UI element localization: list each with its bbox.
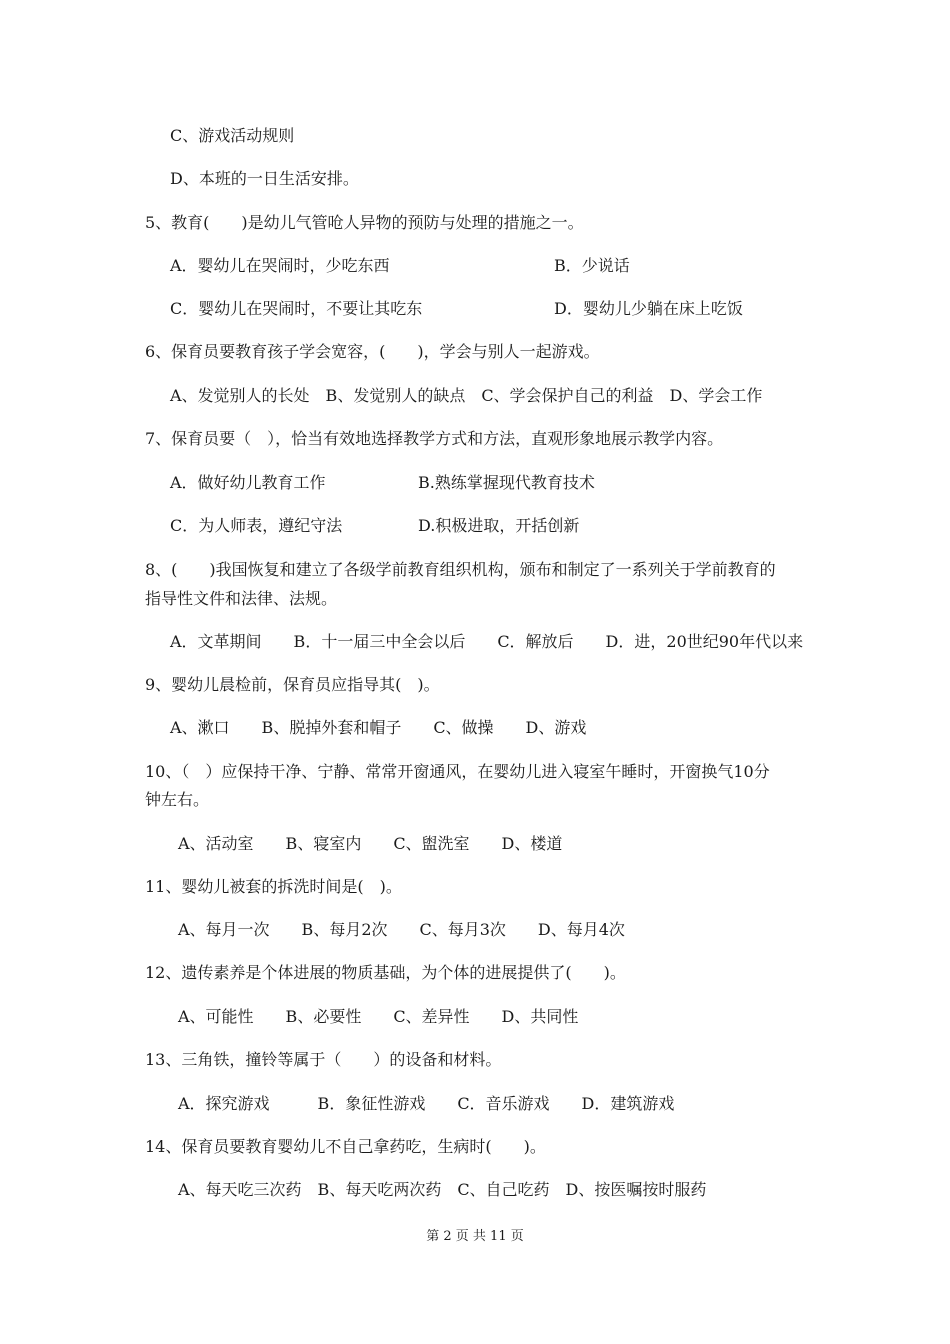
question-11: 11、婴幼儿被套的拆洗时间是( )。 [145,877,402,896]
question-8-line-2: 指导性文件和法律、法规。 [145,589,338,608]
question-13: 13、三角铁，撞铃等属于（ ）的设备和材料。 [145,1050,502,1069]
question-14-options: A、每天吃三次药 B、每天吃两次药 C、自己吃药 D、按医嘱按时服药 [178,1180,707,1199]
option-c-previous: C、游戏活动规则 [170,126,295,145]
question-5: 5、教育( )是幼儿气管呛人异物的预防与处理的措施之一。 [145,213,584,232]
question-9: 9、婴幼儿晨检前，保育员应指导其( )。 [145,675,440,694]
question-11-options: A、每月一次 B、每月2次 C、每月3次 D、每月4次 [178,920,625,939]
question-8-line-1: 8、( )我国恢复和建立了各级学前教育组织机构，颁布和制定了一系列关于学前教育的 [145,560,776,579]
question-6-options: A、发觉别人的长处 B、发觉别人的缺点 C、学会保护自己的利益 D、学会工作 [170,386,763,405]
question-10-options: A、活动室 B、寝室内 C、盥洗室 D、楼道 [178,834,563,853]
question-5-option-b: B．少说话 [554,256,630,275]
question-6: 6、保育员要教育孩子学会宽容，( )，学会与别人一起游戏。 [145,342,600,361]
question-10-line-2: 钟左右。 [145,790,210,809]
question-8-options: A．文革期间 B．十一届三中全会以后 C．解放后 D．进，20世纪90年代以来 [170,632,804,651]
question-9-options: A、漱口 B、脱掉外套和帽子 C、做操 D、游戏 [170,718,587,737]
question-7-option-c: C．为人师表，遵纪守法 [170,516,343,535]
question-7-option-b: B.熟练掌握现代教育技术 [418,473,595,492]
option-d-previous: D、本班的一日生活安排。 [170,169,359,188]
question-5-option-d: D．婴幼儿少躺在床上吃饭 [554,299,743,318]
question-7-option-d: D.积极进取，开括创新 [418,516,580,535]
question-7-option-a: A．做好幼儿教育工作 [170,473,326,492]
question-13-options: A．探究游戏 B．象征性游戏 C．音乐游戏 D．建筑游戏 [178,1094,675,1113]
page-number-footer: 第 2 页 共 11 页 [426,1229,524,1244]
question-5-option-c: C．婴幼儿在哭闹时，不要让其吃东 [170,299,423,318]
question-12: 12、遗传素养是个体进展的物质基础，为个体的进展提供了( )。 [145,963,626,982]
question-7: 7、保育员要（ ），恰当有效地选择教学方式和方法，直观形象地展示教学内容。 [145,429,724,448]
question-10-line-1: 10、（ ）应保持干净、宁静、常常开窗通风，在婴幼儿进入寝室午睡时，开窗换气10分 [145,762,770,781]
question-5-option-a: A．婴幼儿在哭闹时，少吃东西 [170,256,390,275]
question-14: 14、保育员要教育婴幼儿不自己拿药吃，生病时( )。 [145,1137,546,1156]
question-12-options: A、可能性 B、必要性 C、差异性 D、共同性 [178,1007,579,1026]
